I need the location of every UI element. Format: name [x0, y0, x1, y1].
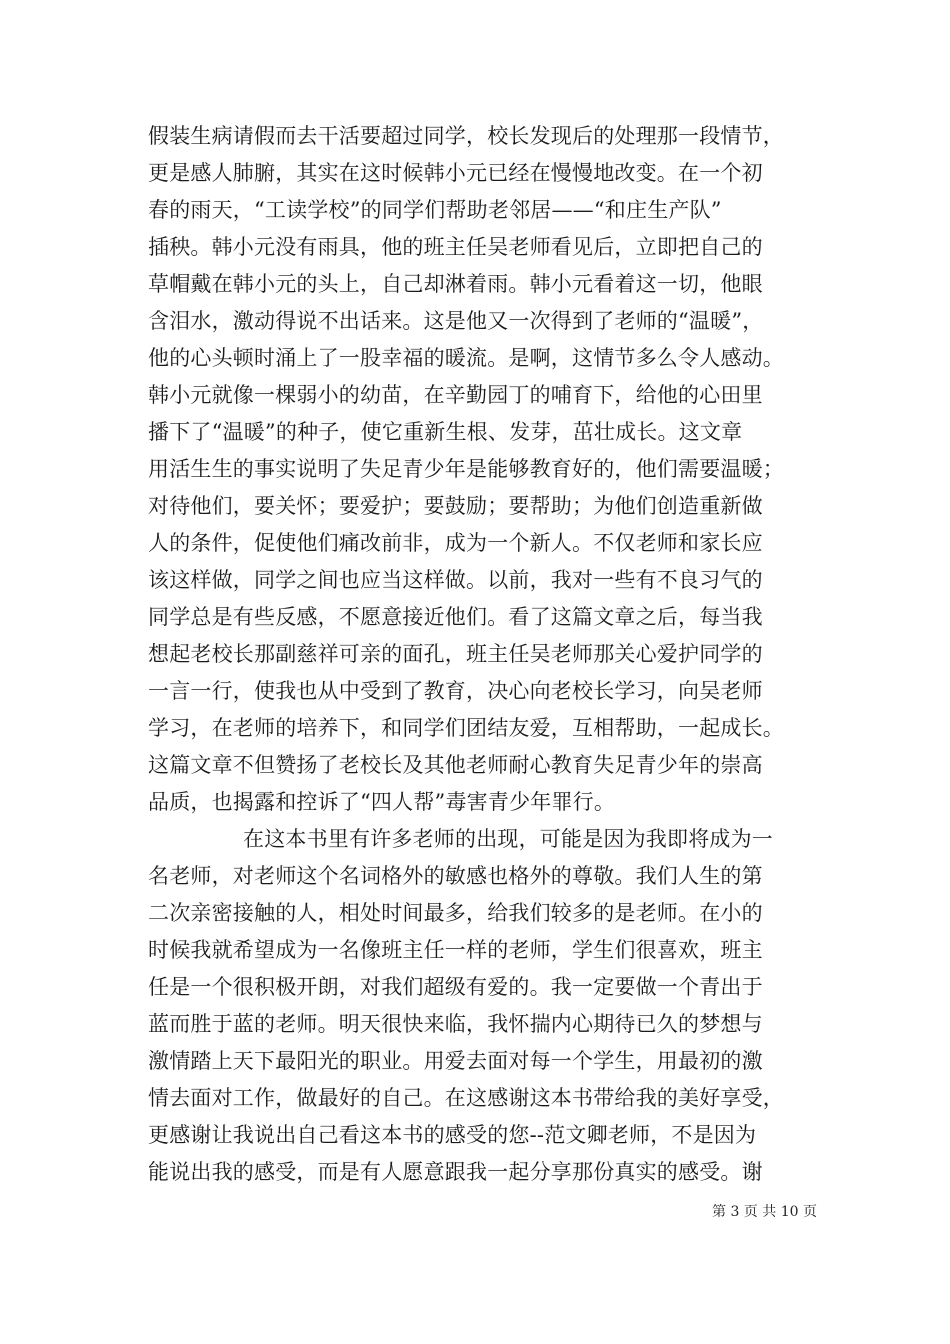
text-line: 学习，在老师的培养下，和同学们团结友爱，互相帮助，一起成长。 [148, 716, 784, 740]
text-line: 播下了“温暖”的种子，使它重新生根、发芽，茁壮成长。这文章 [148, 420, 743, 444]
text-line: 该这样做，同学之间也应当这样做。以前，我对一些有不良习气的 [148, 568, 763, 592]
text-line: 想起老校长那副慈祥可亲的面孔，班主任吴老师那关心爱护同学的 [148, 642, 763, 666]
text-line: 时候我就希望成为一名像班主任一样的老师，学生们很喜欢，班主 [148, 938, 763, 962]
text-line: 激情踏上天下最阳光的职业。用爱去面对每一个学生，用最初的激 [148, 1049, 763, 1073]
text-line: 同学总是有些反感，不愿意接近他们。看了这篇文章之后，每当我 [148, 605, 763, 629]
text-line: 情去面对工作，做最好的自己。在这感谢这本书带给我的美好享受， [148, 1086, 784, 1110]
text-line: 对待他们，要关怀；要爱护；要鼓励；要帮助；为他们创造重新做 [148, 494, 763, 518]
text-line: 含泪水，激动得说不出话来。这是他又一次得到了老师的“温暖”， [148, 309, 764, 333]
text-line: 草帽戴在韩小元的头上，自己却淋着雨。韩小元看着这一切，他眼 [148, 272, 763, 296]
text-line: 韩小元就像一棵弱小的幼苗，在辛勤园丁的哺育下，给他的心田里 [148, 383, 763, 407]
text-line: 春的雨天，“工读学校”的同学们帮助老邻居——“和庄生产队” [148, 198, 722, 222]
text-line: 蓝而胜于蓝的老师。明天很快来临，我怀揣内心期待已久的梦想与 [148, 1012, 763, 1036]
text-line: 用活生生的事实说明了失足青少年是能够教育好的，他们需要温暖； [148, 457, 784, 481]
paragraph-start-line: 在这本书里有许多老师的出现，可能是因为我即将成为一 [243, 827, 773, 851]
text-line: 更感谢让我说出自己看这本书的感受的您--范文卿老师，不是因为 [148, 1123, 757, 1147]
text-line: 品质，也揭露和控诉了“四人帮”毒害青少年罪行。 [148, 790, 616, 814]
body-text [148, 118, 818, 1191]
text-line: 更是感人肺腑，其实在这时候韩小元已经在慢慢地改变。在一个初 [148, 161, 763, 185]
text-line: 任是一个很积极开朗，对我们超级有爱的。我一定要做一个青出于 [148, 975, 763, 999]
text-line: 能说出我的感受，而是有人愿意跟我一起分享那份真实的感受。谢 [148, 1160, 763, 1184]
text-line: 假装生病请假而去干活要超过同学，校长发现后的处理那一段情节， [148, 124, 784, 148]
text-line: 名老师，对老师这个名词格外的敏感也格外的尊敬。我们人生的第 [148, 864, 763, 888]
text-line: 插秧。韩小元没有雨具，他的班主任吴老师看见后，立即把自己的 [148, 235, 763, 259]
text-line: 他的心头顿时涌上了一股幸福的暖流。是啊，这情节多么令人感动。 [148, 346, 784, 370]
text-line: 人的条件，促使他们痛改前非，成为一个新人。不仅老师和家长应 [148, 531, 763, 555]
text-line: 二次亲密接触的人，相处时间最多，给我们较多的是老师。在小的 [148, 901, 763, 925]
text-line: 这篇文章不但赞扬了老校长及其他老师耐心教育失足青少年的崇高 [148, 753, 763, 777]
text-line: 一言一行，使我也从中受到了教育，决心向老校长学习，向吴老师 [148, 679, 763, 703]
page-number-footer: 第 3 页 共 10 页 [712, 1204, 817, 1220]
